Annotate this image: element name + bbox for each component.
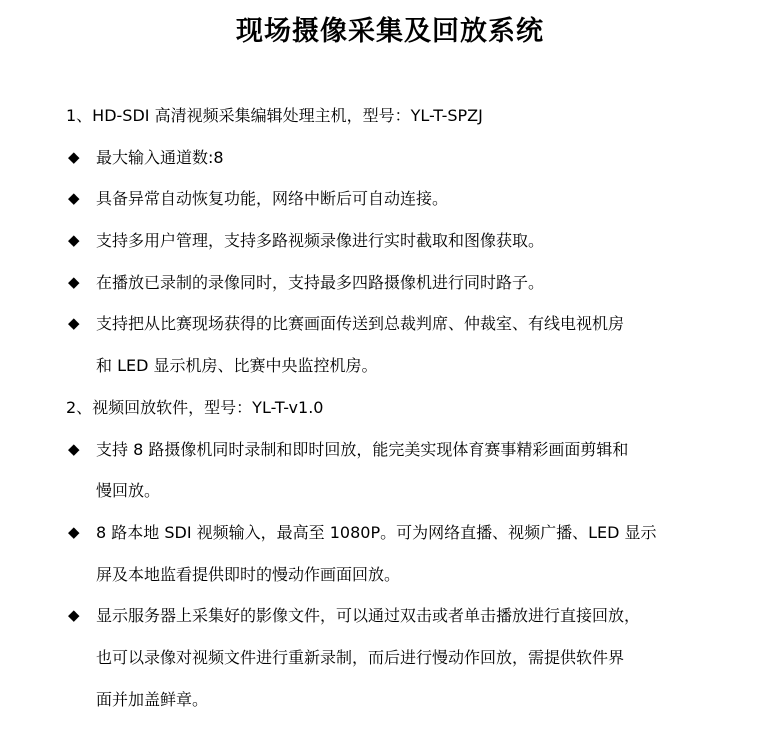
document-body [66, 95, 726, 720]
section-heading: 2、视频回放软件，型号：YL-T-v1.0 [66, 397, 324, 417]
diamond-bullet-icon: ◆ [68, 189, 80, 208]
diamond-bullet-icon: ◆ [68, 272, 80, 291]
bullet-text: 支持把从比赛现场获得的比赛画面传送到总裁判席、仲裁室、有线电视机房 [96, 314, 625, 334]
bullet-item [66, 178, 726, 220]
bullet-item [66, 220, 726, 262]
bullet-continuation: 也可以录像对视频文件进行重新录制，而后进行慢动作回放，需提供软件界 [96, 647, 625, 667]
bullet-item [66, 512, 726, 554]
bullet-item [66, 262, 726, 304]
diamond-bullet-icon: ◆ [68, 522, 80, 541]
bullet-continuation: 和 LED 显示机房、比赛中央监控机房。 [96, 356, 378, 376]
bullet-continuation: 慢回放。 [96, 481, 161, 501]
bullet-text: 在播放已录制的录像同时，支持最多四路摄像机进行同时路子。 [96, 272, 545, 292]
diamond-bullet-icon: ◆ [68, 606, 80, 625]
bullet-item [66, 429, 726, 471]
diamond-bullet-icon: ◆ [68, 439, 80, 458]
diamond-bullet-icon: ◆ [68, 231, 80, 250]
bullet-text: 显示服务器上采集好的影像文件，可以通过双击或者单击播放进行直接回放， [96, 606, 641, 626]
diamond-bullet-icon: ◆ [68, 147, 80, 166]
bullet-continuation: 面并加盖鲜章。 [96, 689, 209, 709]
bullet-text: 具备异常自动恢复功能，网络中断后可自动连接。 [96, 189, 449, 209]
bullet-text: 支持多用户管理，支持多路视频录像进行实时截取和图像获取。 [96, 231, 545, 251]
bullet-text: 8 路本地 SDI 视频输入，最高至 1080P。可为网络直播、视频广播、LED 显示 [96, 522, 657, 542]
bullet-item [66, 595, 726, 637]
bullet-continuation: 屏及本地监看提供即时的慢动作画面回放。 [96, 564, 401, 584]
bullet-text: 支持 8 路摄像机同时录制和即时回放，能完美实现体育赛事精彩画面剪辑和 [96, 439, 629, 459]
bullet-item [66, 137, 726, 179]
bullet-text: 最大输入通道数:8 [96, 147, 224, 167]
diamond-bullet-icon: ◆ [68, 314, 80, 333]
page-title: 现场摄像采集及回放系统 [236, 16, 544, 47]
section-heading: 1、HD-SDI 高清视频采集编辑处理主机，型号：YL-T-SPZJ [66, 106, 483, 125]
bullet-item [66, 303, 726, 345]
